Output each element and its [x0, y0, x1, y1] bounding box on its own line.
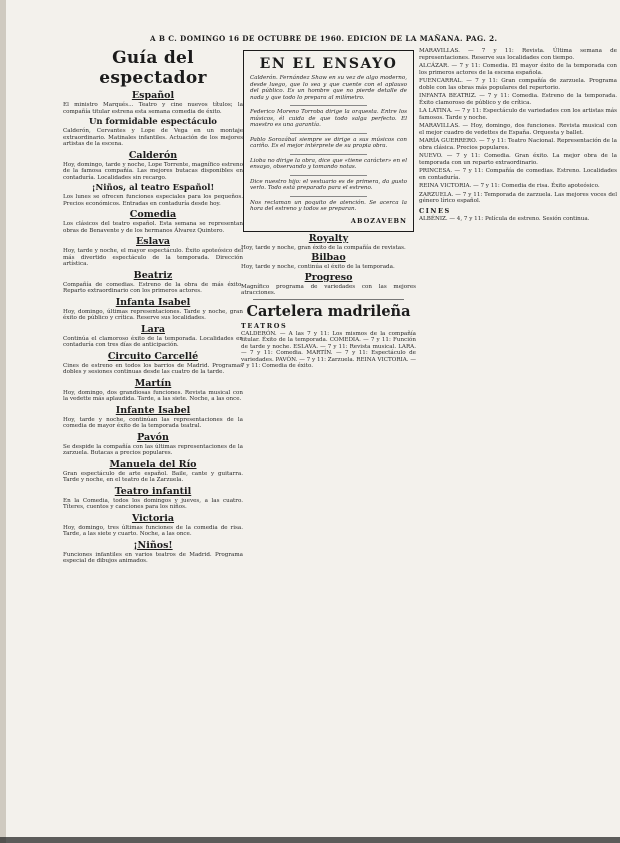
rehearsal-signature: ABOZAVEBN [350, 216, 407, 225]
listing-paragraph: FUENCARRAL. — 7 y 11: Gran compañía de zarzuela. Programa doble con las obras más populares del repertorio. [419, 78, 617, 91]
guide-section [63, 117, 243, 148]
guide-section [63, 432, 243, 457]
section-subtitle: Un formidable espectáculo [89, 117, 217, 127]
guide-section [63, 270, 243, 295]
guide-section [63, 513, 243, 538]
section-body: El ministro Marqués... Teatro y cine nuevos títulos; la compañía titular estrena esta semana comedia de éxito. [63, 102, 243, 115]
right-column [419, 46, 617, 836]
cines-heading: CINES [419, 206, 451, 215]
guide-section [63, 459, 243, 484]
section-title: Circuito Carcellé [107, 350, 199, 362]
notice-title: Progreso [304, 271, 353, 283]
listing-paragraph: ZARZUELA. — 7 y 11: Temporada de zarzuela. Las mejores voces del género lírico español. [419, 191, 617, 204]
section-title: Victoria [131, 512, 175, 524]
page-bottom-edge [0, 837, 620, 843]
listing-paragraph: INFANTA BEATRIZ. — 7 y 11: Comedia. Estreno de la temporada. Éxito clamoroso de público y de crítica. [419, 93, 617, 106]
middle-column [241, 46, 416, 836]
listing-paragraph: MARAVILLAS. — 7 y 11: Revista. Última semana de representaciones. Reserve sus localidades con tiempo. [419, 48, 617, 61]
guide-section [63, 486, 243, 511]
guide-section [63, 405, 243, 430]
rehearsal-paragraph: Calderón. Fernández Shaw en su vez de algo moderno, desde luego, que lo sea y que cuente con el aplauso del público. Es un hombre que no pierde detalle de nada y que todo lo prepara al milímetro. [250, 75, 407, 101]
left-column [63, 46, 243, 836]
guide-section [63, 236, 243, 268]
section-title: Manuela del Río [109, 458, 197, 470]
paragraph-divider [290, 105, 367, 106]
section-body: Hoy, tarde y noche, continúan las representaciones de la comedia de mayor éxito de la temporada teatral. [63, 416, 243, 429]
cines-listing: ALBÉNIZ. — 4, 7 y 11: Película de estreno. Sesión continua. [419, 215, 590, 222]
cartelera-title: Cartelera madrileña [246, 302, 411, 320]
section-body: Se despide la compañía con las últimas representaciones de la zarzuela. Butacas a precios populares. [63, 443, 243, 456]
notice-title: Royalty [308, 232, 349, 244]
guide-section [63, 351, 243, 376]
right-listings [419, 48, 617, 205]
paragraph-divider [290, 175, 367, 176]
section-title: ¡Niños! [133, 539, 173, 551]
rehearsal-paragraph: Nos reclaman un poquito de atención. Se acerca la hora del estreno y todos se preparan. [250, 199, 407, 212]
binding-strip [0, 0, 6, 843]
section-title: Español [131, 90, 175, 101]
guide-section [63, 183, 243, 207]
section-body: Continúa el clamoroso éxito de la temporada. Localidades en contaduría con tres días de anticipación. [63, 335, 243, 348]
paragraph-divider [290, 154, 367, 155]
listing-paragraph: ALCÁZAR. — 7 y 11: Comedia. El mayor éxito de la temporada con los primeros actores de la escena española. [419, 63, 617, 76]
listing-paragraph: PRINCESA. — 7 y 11: Compañía de comedias. Estreno. Localidades en contaduría. [419, 168, 617, 181]
notice-body: Hoy, tarde y noche, continúa el éxito de la temporada. [241, 264, 395, 270]
notice-body: Hoy, tarde y noche, gran éxito de la compañía de revistas. [241, 244, 406, 251]
rehearsal-title: EN EL ENSAYO [259, 56, 398, 72]
rehearsal-paragraph: Dice nuestro hijo: el vestuario es de primera, da gusto verlo. Todo está preparado para el estreno. [250, 178, 407, 191]
rehearsal-paragraph: Pablo Sorozábal siempre se dirige a sus músicos con cariño. Es el mejor intérprete de su propia obra. [250, 136, 407, 149]
section-body: En la Comedia, todos los domingos y jueves, a las cuatro. Títeres, cuentos y canciones para los niños. [63, 497, 243, 510]
notice-body: Magnífico programa de variedades con las mejores atracciones. [241, 283, 416, 296]
teatros-listing: CALDERÓN. — A las 7 y 11: Los mismos de la compañía titular. Éxito de la temporada. COMEDIA. — 7 y 11: Función de tarde y noche. ESLAVA. — 7 y 11: Revista musical. LARA. — 7 y 11: Comedia. MARTÍN. — 7 y 11: Espectáculo de variedades. PAVÓN. — 7 y 11: Zarzuela. REINA VICTORIA. — 7 y 11: Comedia de éxito. [241, 330, 416, 369]
section-body: Hoy, tarde y noche, el mayor espectáculo. Éxito apoteósico del más divertido espectáculo de la temporada. Dirección artística. [63, 248, 243, 267]
rehearsal-paragraph: Lioba no dirige la obra, dice que «tiene carácter» en el ensayo, observando y tomando notas. [250, 157, 407, 170]
section-body: Los lunes se ofrecen funciones especiales para los pequeños. Precios económicos. Entradas en contaduría desde hoy. [63, 194, 243, 207]
guide-section [63, 150, 243, 182]
section-body: Compañía de comedias. Estreno de la obra de más éxito. Reparto extraordinario con los primeros actores. [63, 281, 243, 294]
section-title: Calderón [128, 149, 178, 161]
section-title: Teatro infantil [114, 485, 192, 497]
section-body: Hoy, domingo, tres últimas funciones de la comedia de risa. Tarde, a las siete y cuarto. Noche, a las once. [63, 524, 243, 537]
guide-section [63, 378, 243, 403]
notice-title: Bilbao [311, 252, 346, 263]
section-title: Lara [141, 323, 165, 335]
section-body: Cines de estreno en todos los barrios de Madrid. Programas dobles y sesiones continuas desde las cuatro de la tarde. [63, 362, 243, 375]
middle-notices [241, 233, 416, 297]
listing-paragraph: MARÍA GUERRERO. — 7 y 11: Teatro Nacional. Representación de la obra clásica. Precios populares. [419, 138, 617, 151]
section-body: Funciones infantiles en varios teatros de Madrid. Programa especial de dibujos animados. [63, 551, 243, 564]
paragraph-divider [290, 133, 367, 134]
section-title: Infanta Isabel [115, 296, 191, 308]
rehearsal-paragraph: Federico Moreno Torroba dirige la orquesta. Entre los músicos, él cuida de que todo salga perfecto. El maestro es una garantía. [250, 109, 407, 128]
section-body: Hoy, domingo, últimas representaciones. Tarde y noche, gran éxito de público y crítica. Reserve sus localidades. [63, 308, 243, 321]
section-title: Pavón [137, 431, 169, 443]
listing-paragraph: MARAVILLAS. — Hoy, domingo, dos funciones. Revista musical con el mejor cuadro de vedettes de España. Orquesta y ballet. [419, 123, 617, 136]
section-body: Hoy, domingo, tarde y noche, Lope Torrente, magnífico estreno de la famosa compañía. Las mejores butacas disponibles en contaduría. Localidades sin recargo. [63, 161, 243, 181]
section-title: Infante Isabel [115, 404, 191, 416]
section-subtitle: ¡Niños, al teatro Español! [91, 183, 215, 193]
guide-section [63, 324, 243, 349]
rehearsal-paragraphs [250, 75, 407, 213]
guide-section [63, 209, 243, 234]
section-body: Los clásicos del teatro español. Esta semana se representan obras de Benavente y de los hermanos Álvarez Quintero. [63, 221, 243, 234]
paragraph-divider [290, 196, 367, 197]
section-body: Gran espectáculo de arte español. Baile, cante y guitarra. Tarde y noche, en el teatro de la Zarzuela. [63, 470, 243, 483]
guide-section [63, 540, 243, 565]
listing-paragraph: REINA VICTORIA. — 7 y 11: Comedia de risa. Éxito apoteósico. [419, 183, 600, 189]
listing-paragraph: NUEVO. — 7 y 11: Comedia. Gran éxito. La mejor obra de la temporada con un reparto extraordinario. [419, 153, 617, 166]
section-body: Calderón, Cervantes y Lope de Vega en un montaje extraordinario. Matinales infantiles. Actuación de los mejores artistas de la escena. [63, 128, 243, 147]
guide-title: Guía del espectador [99, 48, 207, 88]
guide-sections [63, 90, 243, 565]
section-title: Martín [134, 377, 172, 389]
page-header: A B C. DOMINGO 16 DE OCTUBRE DE 1960. EDICION DE LA MAÑANA. PAG. 2. [150, 34, 498, 43]
divider [253, 299, 404, 300]
section-title: Eslava [135, 236, 171, 247]
guide-section [63, 297, 243, 322]
listing-paragraph: LA LATINA. — 7 y 11: Espectáculo de variedades con los artistas más famosos. Tarde y noche. [419, 108, 617, 121]
section-body: Hoy, domingo, dos grandiosas funciones. Revista musical con la vedette más aplaudida. Tarde, a las siete. Noche, a las once. [63, 389, 243, 402]
guide-section [63, 90, 243, 115]
section-title: Beatriz [133, 269, 173, 281]
teatros-heading: TEATROS [241, 321, 288, 330]
rehearsal-box [243, 50, 414, 232]
section-title: Comedia [129, 209, 177, 220]
